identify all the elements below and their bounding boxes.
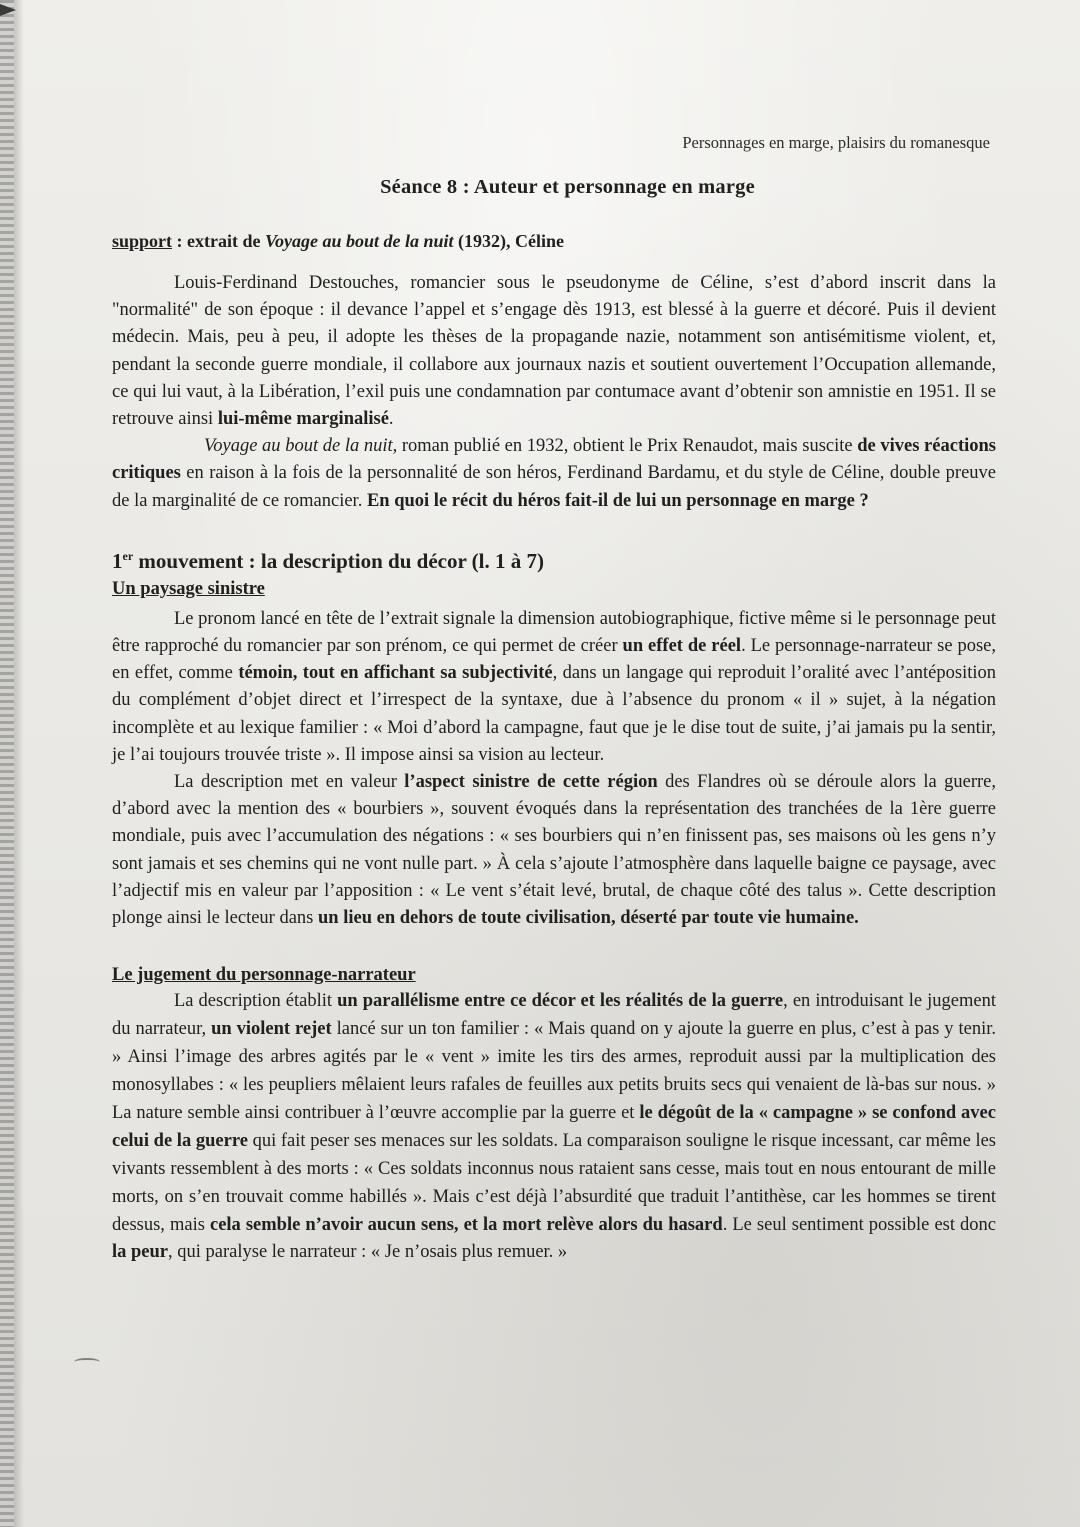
analysis-paragraph-2 — [112, 769, 996, 932]
text-run-bold: la peur — [112, 1242, 169, 1263]
binding-shadow — [14, 0, 24, 1527]
text-run-plain: . — [388, 409, 394, 430]
text-run-bold: En quoi le récit du héros fait-il de lui un personnage en marge ? — [366, 490, 869, 511]
support-label: support — [112, 231, 173, 251]
text-run-plain: La description établit — [174, 991, 338, 1012]
text-run-plain: . Le seul sentiment possible est donc — [722, 1214, 997, 1235]
text-run-bold: le dégoût de la « campagne » se confond avec celui de la guerre — [112, 1102, 996, 1151]
text-run-bold: un violent rejet — [211, 1019, 332, 1040]
subheading-paysage-sinistre: Un paysage sinistre — [112, 578, 265, 599]
support-text-after: (1932), Céline — [453, 231, 565, 251]
text-run-plain: , dans un langage qui reproduit l’oralité avec l’antéposition du complément d’objet direct et l’irrespect de la syntaxe, due à l’absence du pronom « il » sujet, à la négation incomplète et au lexique familier : « Moi d’abord la campagne, faut que je le dise tout de suite, j’ai jamais pu la sentir, je l’ai toujours trouvée triste ». Il impose ainsi sa vision au lecteur. — [112, 663, 997, 765]
subheading-jugement-narrateur: Le jugement du personnage-narrateur — [112, 965, 416, 986]
text-run-bold: l’aspect sinistre de cette région — [404, 772, 658, 793]
text-run-bold: témoin, tout en affichant sa subjectivité — [238, 663, 553, 684]
text-run-plain: qui fait peser ses menaces sur les soldats. La comparaison souligne le risque incessant, car même les vivants ressemblent à des morts : « Ces soldats inconnus nous rataient sans cesse, mais tout en nous entourant de mille morts, on s’en trouvait comme habillés ». Mais c’est déjà l’absurdité que traduit l’antithèse, car les hommes se tirent dessus, mais — [112, 1130, 996, 1235]
support-text-before: : extrait de — [172, 231, 265, 251]
text-run-plain: des Flandres où se déroule alors la guerre, d’abord avec la mention des « bourbiers », souvent évoqués dans la représentation des tranchées de la 1ère guerre mondiale, puis avec l’accumulation des négations : « ses bourbiers qui n’en finissent pas, ses maisons où les gens n’y sont jamais et ses chemins qui ne vont nulle part. » À cela s’ajoute l’atmosphère dans laquelle baigne ce paysage, avec l’adjectif mis en valeur par l’apposition : « Le vent s’était levé, brutal, de chaque côté des talus ». Cette description plonge ainsi le lecteur dans — [112, 772, 996, 929]
intro-paragraph-1 — [112, 270, 996, 433]
text-run-bold: lui-même marginalisé — [217, 409, 389, 430]
movement-heading-text: mouvement : la description du décor (l. 1 à 7) — [133, 548, 544, 573]
text-run-plain: La description met en valeur — [174, 772, 405, 793]
text-run-plain: Le pronom lancé en tête de l’extrait signale la dimension autobiographique, fictive même si le personnage peut être rapproché du romancier par son prénom, ce qui permet de créer — [112, 608, 996, 657]
text-run-italic: Voyage au bout de la nuit — [204, 436, 393, 457]
text-run-plain: , qui paralyse le narrateur : « Je n’osais plus remuer. » — [168, 1242, 568, 1263]
text-run-bold: un effet de réel — [622, 636, 742, 657]
intro-paragraph-2 — [112, 433, 996, 515]
text-run-plain: en raison à la fois de la personnalité de son héros, Ferdinand Bardamu, et du style de Céline, double preuve de la marginalité de ce romancier. — [112, 463, 996, 511]
text-run-plain: , roman publié en 1932, obtient le Prix Renaudot, mais suscite — [392, 436, 858, 457]
binding-edge — [0, 0, 14, 1527]
text-run-plain: lancé sur un ton familier : « Mais quand on y ajoute la guerre en plus, c’est à pas y tenir. » Ainsi l’image des arbres agités par le « vent » imite les tirs des armes, reproduit aussi par la multiplication des monosyllabes : « les peupliers mêlaient leurs rafales de feuilles aux petits bruits secs qui venaient de là-bas sur nous. » La nature semble ainsi contribuer à l’œuvre accomplie par la guerre et — [112, 1019, 997, 1123]
running-header: Personnages en marge, plaisirs du romanesque — [682, 133, 990, 152]
document-body — [112, 0, 996, 1267]
text-run-bold: un parallélisme entre ce décor et les réalités de la guerre — [337, 991, 784, 1012]
text-run-plain: , en introduisant le jugement du narrateur, — [112, 991, 996, 1040]
text-run-plain: . Le personnage-narrateur se pose, en effet, comme — [112, 636, 996, 684]
analysis-paragraph-3 — [112, 988, 996, 1267]
page-title: Séance 8 : Auteur et personnage en marge — [380, 176, 755, 198]
support-line — [112, 228, 996, 255]
movement-ordinal-suffix: er — [122, 548, 134, 563]
corner-mark — [0, 4, 16, 16]
support-work-title: Voyage au bout de la nuit — [265, 231, 454, 251]
text-run-bold: de vives réactions critiques — [112, 436, 996, 484]
analysis-paragraph-1 — [112, 606, 996, 769]
movement-number: 1 — [112, 548, 123, 573]
text-run-bold: cela semble n’avoir aucun sens, et la mort relève alors du hasard — [209, 1214, 723, 1235]
scan-mark — [74, 1358, 100, 1366]
section-heading-movement-1 — [112, 546, 996, 576]
text-run-plain: Louis-Ferdinand Destouches, romancier sous le pseudonyme de Céline, s’est d’abord inscrit dans la "normalité" de son époque : il devance l’appel et s’engage dès 1913, est blessé à la guerre et décoré. Puis il devient médecin. Mais, peu à peu, il adopte les thèses de la propagande nazie, notamment son antisémitisme violent, et, pendant la seconde guerre mondiale, il collabore aux journaux nazis et soutient ouvertement l’Occupation allemande, ce qui lui vaut, à la Libération, l’exil puis une condamnation par contumace avant d’obtenir son amnistie en 1951. Il se retrouve ainsi — [112, 273, 996, 430]
text-run-bold: un lieu en dehors de toute civilisation, déserté par toute vie humaine. — [318, 908, 859, 929]
